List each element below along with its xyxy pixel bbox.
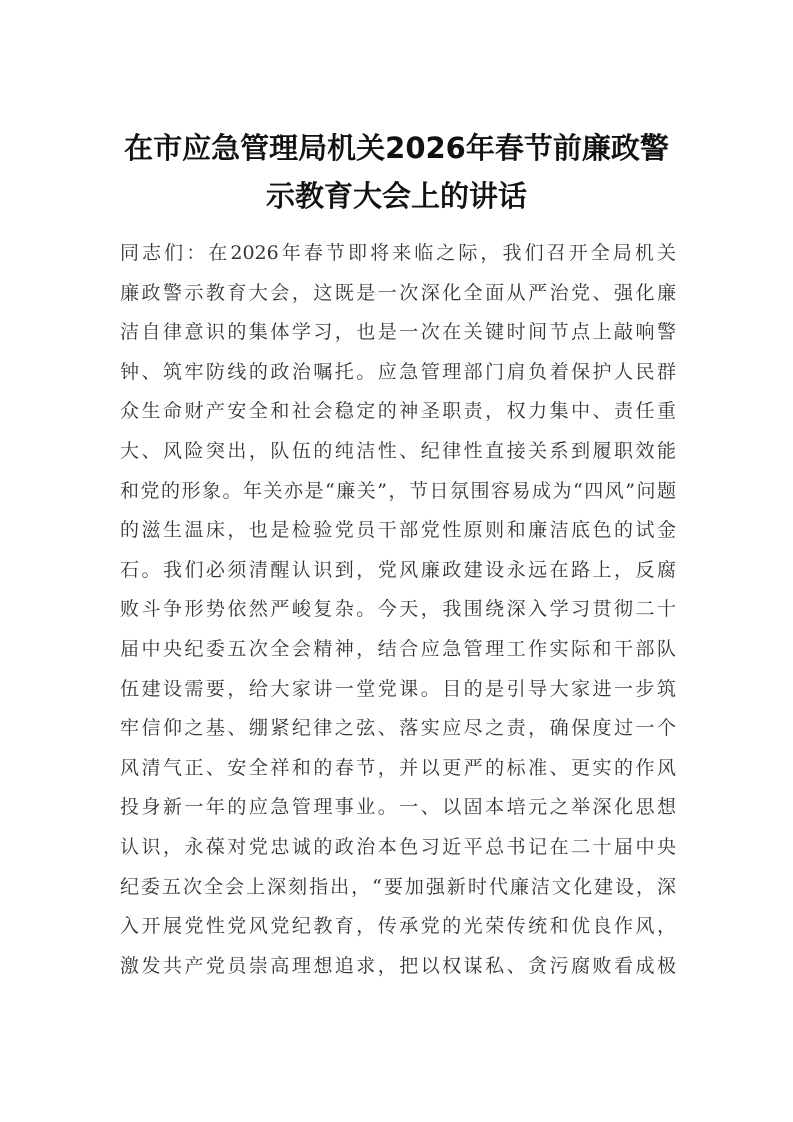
body-line: 钟、筑牢防线的政治嘱托。应急管理部门肩负着保护人民群 [120,360,676,383]
body-line: 纪委五次全会上深刻指出，“要加强新时代廉洁文化建设，深 [120,875,676,898]
body-line: 牢信仰之基、绷紧纪律之弦、落实应尽之责，确保度过一个 [120,717,676,740]
body-line: 风清气正、安全祥和的春节，并以更严的标准、更实的作风 [120,756,676,779]
body-line: 入开展党性党风党纪教育，传承党的光荣传统和优良作风， [120,915,676,938]
body-line: 激发共产党员崇高理想追求，把以权谋私、贪污腐败看成极 [120,954,676,977]
body-line: 认识，永葆对党忠诚的政治本色习近平总书记在二十届中央 [120,835,676,858]
body-line: 伍建设需要，给大家讲一堂党课。目的是引导大家进一步筑 [120,677,676,700]
document-title [100,124,693,220]
body-line: 届中央纪委五次全会精神，结合应急管理工作实际和干部队 [120,637,676,660]
body-line: 洁自律意识的集体学习，也是一次在关键时间节点上敲响警 [120,321,676,344]
body-line: 大、风险突出，队伍的纯洁性、纪律性直接关系到履职效能 [120,439,676,462]
title-line-1: 在市应急管理局机关2026年春节前廉政警 [124,131,669,165]
body-line: 投身新一年的应急管理事业。一、以固本培元之举深化思想 [120,796,676,819]
title-line-2: 示教育大会上的讲话 [265,179,527,213]
body-line: 石。我们必须清醒认识到，党风廉政建设永远在路上，反腐 [120,558,676,581]
body-line: 众生命财产安全和社会稳定的神圣职责，权力集中、责任重 [120,400,676,423]
body-line: 和党的形象。年关亦是“廉关”，节日氛围容易成为“四风”问题 [120,479,676,502]
body-line: 败斗争形势依然严峻复杂。今天，我围绕深入学习贯彻二十 [120,598,676,621]
body-line: 廉政警示教育大会，这既是一次深化全面从严治党、强化廉 [120,281,676,304]
body-line: 同志们：在2026年春节即将来临之际，我们召开全局机关 [120,242,676,264]
speech-body [120,242,676,994]
body-line: 的滋生温床，也是检验党员干部党性原则和廉洁底色的试金 [120,519,676,542]
